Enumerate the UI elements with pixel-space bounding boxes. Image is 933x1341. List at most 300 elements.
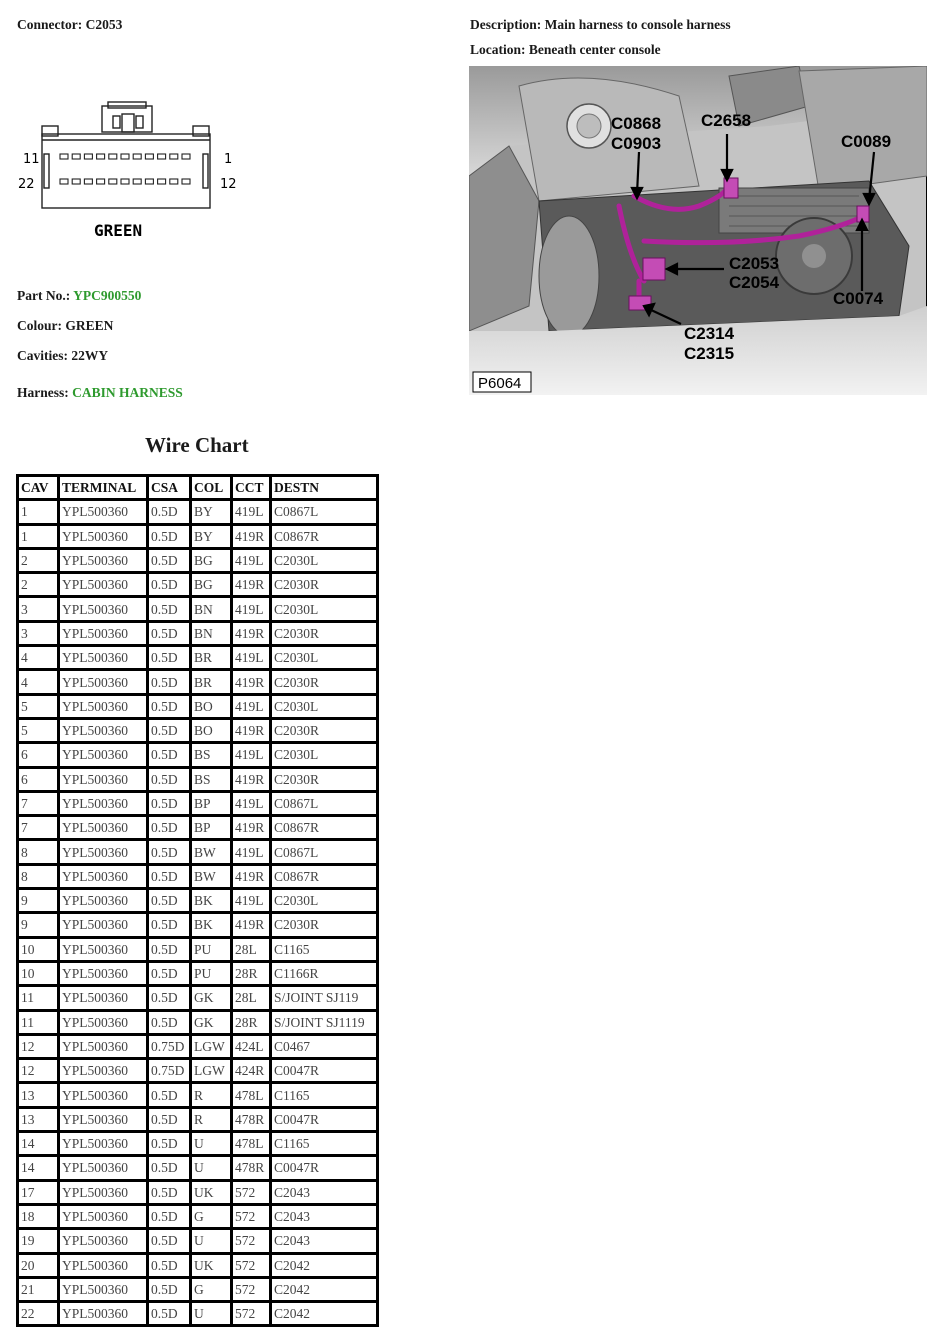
cavity — [72, 179, 80, 184]
cell-terminal: YPL500360 — [60, 963, 146, 984]
cell-destn: C0047R — [272, 1060, 376, 1081]
table-row — [19, 526, 376, 547]
cell-csa: 0.5D — [149, 890, 189, 911]
cell-csa: 0.5D — [149, 1230, 189, 1251]
cell-destn: C2042 — [272, 1279, 376, 1300]
cavity-row-top — [60, 154, 190, 159]
table-row — [19, 1157, 376, 1178]
cell-cav: 18 — [19, 1206, 57, 1227]
table-row — [19, 793, 376, 814]
cell-col: UK — [192, 1182, 230, 1203]
cell-csa: 0.5D — [149, 841, 189, 862]
cell-cct: 419L — [233, 696, 269, 717]
cell-cav: 5 — [19, 720, 57, 741]
cell-csa: 0.5D — [149, 1206, 189, 1227]
col-header-cav: CAV — [19, 477, 57, 498]
cell-destn: C0047R — [272, 1109, 376, 1130]
cell-col: BG — [192, 574, 230, 595]
cell-csa: 0.5D — [149, 1109, 189, 1130]
pin-label-11: 11 — [23, 152, 40, 167]
cavity — [121, 179, 129, 184]
wire-chart-table — [16, 474, 379, 1327]
table-row — [19, 720, 376, 741]
part-no-label: Part No.: — [17, 288, 71, 303]
cell-terminal: YPL500360 — [60, 1230, 146, 1251]
cell-csa: 0.75D — [149, 1060, 189, 1081]
cell-terminal: YPL500360 — [60, 1060, 146, 1081]
table-row — [19, 1303, 376, 1324]
cell-terminal: YPL500360 — [60, 1279, 146, 1300]
cell-destn: C0867R — [272, 817, 376, 838]
cell-cct: 419R — [233, 769, 269, 790]
cell-cav: 12 — [19, 1036, 57, 1057]
col-header-destn: DESTN — [272, 477, 376, 498]
cavity — [60, 154, 68, 159]
callout-c2054: C2054 — [729, 273, 780, 292]
table-row — [19, 769, 376, 790]
cell-csa: 0.5D — [149, 817, 189, 838]
cell-cav: 20 — [19, 1255, 57, 1276]
cell-cav: 21 — [19, 1279, 57, 1300]
col-header-col: COL — [192, 477, 230, 498]
cell-terminal: YPL500360 — [60, 501, 146, 522]
cell-cav: 1 — [19, 526, 57, 547]
cell-cct: 419L — [233, 501, 269, 522]
cell-csa: 0.5D — [149, 1133, 189, 1154]
cell-cav: 6 — [19, 744, 57, 765]
cell-terminal: YPL500360 — [60, 744, 146, 765]
cell-csa: 0.5D — [149, 963, 189, 984]
cell-col: PU — [192, 939, 230, 960]
colour-line — [17, 318, 113, 334]
cell-cct: 419L — [233, 793, 269, 814]
cavity — [145, 179, 153, 184]
cell-cct: 572 — [233, 1255, 269, 1276]
cell-col: LGW — [192, 1036, 230, 1057]
connector-label: Connector: — [17, 17, 83, 32]
cell-destn: C2042 — [272, 1255, 376, 1276]
cell-terminal: YPL500360 — [60, 623, 146, 644]
cell-cav: 1 — [19, 501, 57, 522]
table-row — [19, 939, 376, 960]
cell-cct: 419R — [233, 623, 269, 644]
cavity — [133, 179, 141, 184]
cavity — [97, 179, 105, 184]
cell-cav: 2 — [19, 550, 57, 571]
cell-col: LGW — [192, 1060, 230, 1081]
cell-terminal: YPL500360 — [60, 720, 146, 741]
cell-terminal: YPL500360 — [60, 1206, 146, 1227]
cell-cct: 419R — [233, 817, 269, 838]
cell-col: R — [192, 1084, 230, 1105]
cell-terminal: YPL500360 — [60, 890, 146, 911]
cell-cav: 19 — [19, 1230, 57, 1251]
location-label: Location: — [470, 42, 526, 57]
cell-cct: 419L — [233, 647, 269, 668]
cell-destn: C0867L — [272, 841, 376, 862]
cell-cav: 2 — [19, 574, 57, 595]
cell-destn: C2030R — [272, 769, 376, 790]
cell-col: BP — [192, 793, 230, 814]
cell-cav: 7 — [19, 793, 57, 814]
cell-cct: 419L — [233, 890, 269, 911]
table-row — [19, 1084, 376, 1105]
cell-cct: 419R — [233, 526, 269, 547]
cell-col: R — [192, 1109, 230, 1130]
cell-col: BN — [192, 623, 230, 644]
harness-label: Harness: — [17, 385, 69, 400]
cell-cav: 5 — [19, 696, 57, 717]
cell-destn: C2030L — [272, 744, 376, 765]
table-row — [19, 671, 376, 692]
cell-cav: 12 — [19, 1060, 57, 1081]
cell-cct: 572 — [233, 1182, 269, 1203]
cell-cav: 17 — [19, 1182, 57, 1203]
cell-destn: C2030L — [272, 696, 376, 717]
cell-destn: C2043 — [272, 1230, 376, 1251]
cell-cct: 28R — [233, 1012, 269, 1033]
cell-destn: C1165 — [272, 939, 376, 960]
cell-cav: 3 — [19, 623, 57, 644]
cell-col: BP — [192, 817, 230, 838]
cell-cav: 11 — [19, 1012, 57, 1033]
cell-cct: 424L — [233, 1036, 269, 1057]
cavity — [109, 179, 117, 184]
wire-chart-body — [19, 501, 376, 1324]
cell-terminal: YPL500360 — [60, 671, 146, 692]
cell-destn: C0467 — [272, 1036, 376, 1057]
cell-col: U — [192, 1230, 230, 1251]
cell-cct: 478L — [233, 1084, 269, 1105]
table-row — [19, 1060, 376, 1081]
callout-c2314: C2314 — [684, 324, 735, 343]
cell-csa: 0.5D — [149, 1279, 189, 1300]
table-row — [19, 1206, 376, 1227]
part-no-value[interactable]: YPC900550 — [73, 288, 142, 303]
cell-col: BO — [192, 720, 230, 741]
pin-label-12: 12 — [220, 177, 237, 192]
cell-csa: 0.5D — [149, 939, 189, 960]
cell-destn: C0867R — [272, 526, 376, 547]
cell-destn: S/JOINT SJ119 — [272, 987, 376, 1008]
cell-destn: C1166R — [272, 963, 376, 984]
table-row — [19, 1182, 376, 1203]
cell-cct: 419L — [233, 598, 269, 619]
cell-destn: C0867R — [272, 866, 376, 887]
cell-terminal: YPL500360 — [60, 769, 146, 790]
cell-cct: 28R — [233, 963, 269, 984]
cell-col: BY — [192, 526, 230, 547]
cell-cav: 11 — [19, 987, 57, 1008]
callout-c0868: C0868 — [611, 114, 662, 133]
location-value: Beneath center console — [528, 42, 661, 57]
cell-cav: 9 — [19, 914, 57, 935]
cell-cct: 572 — [233, 1230, 269, 1251]
cell-terminal: YPL500360 — [60, 1012, 146, 1033]
cell-csa: 0.5D — [149, 598, 189, 619]
cavity — [121, 154, 129, 159]
cell-destn: C2030L — [272, 890, 376, 911]
cell-terminal: YPL500360 — [60, 647, 146, 668]
cell-destn: C2030L — [272, 550, 376, 571]
cell-terminal: YPL500360 — [60, 1157, 146, 1178]
cell-csa: 0.5D — [149, 526, 189, 547]
cell-terminal: YPL500360 — [60, 1109, 146, 1130]
cell-destn: C2030L — [272, 647, 376, 668]
cell-terminal: YPL500360 — [60, 1182, 146, 1203]
callout-c2658: C2658 — [701, 111, 752, 130]
cell-col: BK — [192, 914, 230, 935]
cell-csa: 0.5D — [149, 769, 189, 790]
cell-terminal: YPL500360 — [60, 866, 146, 887]
cavities-line — [17, 348, 108, 364]
table-row — [19, 550, 376, 571]
cell-destn: C2042 — [272, 1303, 376, 1324]
cell-cav: 8 — [19, 866, 57, 887]
callout-c0903: C0903 — [611, 134, 662, 153]
cell-col: BG — [192, 550, 230, 571]
cell-destn: C2043 — [272, 1206, 376, 1227]
callout-c0074: C0074 — [833, 289, 884, 308]
cell-destn: C2030R — [272, 914, 376, 935]
connector-body — [42, 134, 210, 208]
location-heading — [470, 42, 661, 58]
cell-col: BW — [192, 841, 230, 862]
gear-selector-base — [539, 216, 599, 336]
cell-destn: C2030R — [272, 574, 376, 595]
cell-cav: 10 — [19, 939, 57, 960]
cell-terminal: YPL500360 — [60, 696, 146, 717]
col-header-cct: CCT — [233, 477, 269, 498]
cell-csa: 0.5D — [149, 1157, 189, 1178]
cell-terminal: YPL500360 — [60, 939, 146, 960]
cell-csa: 0.5D — [149, 866, 189, 887]
table-row — [19, 501, 376, 522]
location-photo — [469, 66, 927, 395]
table-row — [19, 987, 376, 1008]
part-no-line — [17, 288, 141, 304]
colour-value: GREEN — [65, 318, 114, 333]
cell-terminal: YPL500360 — [60, 574, 146, 595]
callout-c0089: C0089 — [841, 132, 892, 151]
cell-col: GK — [192, 1012, 230, 1033]
cavity — [145, 154, 153, 159]
cavities-value: 22WY — [71, 348, 109, 363]
cell-cav: 7 — [19, 817, 57, 838]
cavity — [72, 154, 80, 159]
cell-cav: 14 — [19, 1133, 57, 1154]
cell-csa: 0.5D — [149, 987, 189, 1008]
cavity — [109, 154, 117, 159]
description-label: Description: — [470, 17, 542, 32]
description-value: Main harness to console harness — [544, 17, 731, 32]
photo-reference: P6064 — [478, 375, 522, 392]
cell-cct: 424R — [233, 1060, 269, 1081]
wire-chart-header-row — [19, 477, 376, 498]
cavity — [84, 154, 92, 159]
cell-cct: 419R — [233, 671, 269, 692]
cavity — [170, 154, 178, 159]
connector-value: C2053 — [85, 17, 123, 32]
connector-latch — [102, 106, 152, 132]
cell-csa: 0.75D — [149, 1036, 189, 1057]
cell-cct: 28L — [233, 939, 269, 960]
cell-terminal: YPL500360 — [60, 914, 146, 935]
cell-cct: 419R — [233, 574, 269, 595]
cell-terminal: YPL500360 — [60, 598, 146, 619]
cell-terminal: YPL500360 — [60, 1133, 146, 1154]
cell-cav: 3 — [19, 598, 57, 619]
cell-csa: 0.5D — [149, 647, 189, 668]
cell-destn: C1165 — [272, 1133, 376, 1154]
table-row — [19, 841, 376, 862]
table-row — [19, 744, 376, 765]
cavity-row-bottom — [60, 179, 190, 184]
cell-terminal: YPL500360 — [60, 793, 146, 814]
description-heading — [470, 17, 731, 33]
table-row — [19, 623, 376, 644]
cavity — [60, 179, 68, 184]
cell-cav: 9 — [19, 890, 57, 911]
cell-cav: 13 — [19, 1109, 57, 1130]
cell-col: BY — [192, 501, 230, 522]
cell-csa: 0.5D — [149, 574, 189, 595]
cell-cav: 4 — [19, 671, 57, 692]
pin-label-22: 22 — [18, 177, 35, 192]
cell-destn: C2030R — [272, 671, 376, 692]
cell-cav: 8 — [19, 841, 57, 862]
connector-heading — [17, 17, 122, 33]
cell-cav: 14 — [19, 1157, 57, 1178]
cell-col: BK — [192, 890, 230, 911]
wire-chart-title: Wire Chart — [145, 433, 249, 457]
cell-csa: 0.5D — [149, 501, 189, 522]
table-row — [19, 890, 376, 911]
cell-destn: C2030L — [272, 598, 376, 619]
cell-cct: 572 — [233, 1303, 269, 1324]
cell-col: U — [192, 1157, 230, 1178]
table-row — [19, 1133, 376, 1154]
cell-csa: 0.5D — [149, 720, 189, 741]
cell-cct: 572 — [233, 1206, 269, 1227]
cavity — [182, 154, 190, 159]
cell-csa: 0.5D — [149, 1012, 189, 1033]
cell-col: PU — [192, 963, 230, 984]
harness-line — [17, 385, 183, 401]
cell-csa: 0.5D — [149, 1182, 189, 1203]
cell-csa: 0.5D — [149, 1303, 189, 1324]
cell-cav: 13 — [19, 1084, 57, 1105]
cell-destn: C2030R — [272, 720, 376, 741]
cell-terminal: YPL500360 — [60, 841, 146, 862]
cell-cct: 419L — [233, 550, 269, 571]
cell-destn: C1165 — [272, 1084, 376, 1105]
cell-terminal: YPL500360 — [60, 1303, 146, 1324]
table-row — [19, 866, 376, 887]
cell-cav: 10 — [19, 963, 57, 984]
cell-col: U — [192, 1303, 230, 1324]
colour-label: Colour: — [17, 318, 62, 333]
cell-col: G — [192, 1206, 230, 1227]
cell-terminal: YPL500360 — [60, 1036, 146, 1057]
table-row — [19, 1279, 376, 1300]
cell-csa: 0.5D — [149, 744, 189, 765]
table-row — [19, 963, 376, 984]
cell-cav: 4 — [19, 647, 57, 668]
cell-col: BW — [192, 866, 230, 887]
cell-destn: C2043 — [272, 1182, 376, 1203]
harness-value[interactable]: CABIN HARNESS — [72, 385, 183, 400]
callout-c2315: C2315 — [684, 344, 735, 363]
col-header-terminal: TERMINAL — [60, 477, 146, 498]
cavity — [158, 179, 166, 184]
table-row — [19, 914, 376, 935]
cell-csa: 0.5D — [149, 1255, 189, 1276]
cell-col: BO — [192, 696, 230, 717]
cavity — [158, 154, 166, 159]
cell-col: U — [192, 1133, 230, 1154]
connector-face-diagram — [16, 100, 241, 245]
pin-label-1: 1 — [224, 152, 233, 167]
table-row — [19, 647, 376, 668]
cell-csa: 0.5D — [149, 1084, 189, 1105]
cell-col: BR — [192, 671, 230, 692]
cell-destn: C0867L — [272, 501, 376, 522]
cavity — [182, 179, 190, 184]
table-row — [19, 1036, 376, 1057]
cell-terminal: YPL500360 — [60, 550, 146, 571]
cell-col: BR — [192, 647, 230, 668]
callout-c2053: C2053 — [729, 254, 780, 273]
cell-csa: 0.5D — [149, 623, 189, 644]
cell-col: UK — [192, 1255, 230, 1276]
cell-cct: 478R — [233, 1157, 269, 1178]
table-row — [19, 598, 376, 619]
cell-cct: 419L — [233, 744, 269, 765]
table-row — [19, 1230, 376, 1251]
cell-cct: 478R — [233, 1109, 269, 1130]
table-row — [19, 1109, 376, 1130]
table-row — [19, 1255, 376, 1276]
col-header-csa: CSA — [149, 477, 189, 498]
connector-c2053-body — [643, 258, 665, 280]
cell-col: BS — [192, 744, 230, 765]
cell-cct: 419R — [233, 720, 269, 741]
cell-col: GK — [192, 987, 230, 1008]
cell-terminal: YPL500360 — [60, 987, 146, 1008]
cell-cav: 22 — [19, 1303, 57, 1324]
cavities-label: Cavities: — [17, 348, 68, 363]
table-row — [19, 1012, 376, 1033]
cell-col: BN — [192, 598, 230, 619]
cell-destn: C0047R — [272, 1157, 376, 1178]
cavity — [84, 179, 92, 184]
cell-cct: 419L — [233, 841, 269, 862]
cell-csa: 0.5D — [149, 696, 189, 717]
cell-cct: 478L — [233, 1133, 269, 1154]
cell-cct: 419R — [233, 914, 269, 935]
cavity — [97, 154, 105, 159]
cavity — [133, 154, 141, 159]
cell-col: BS — [192, 769, 230, 790]
cell-terminal: YPL500360 — [60, 526, 146, 547]
cell-csa: 0.5D — [149, 914, 189, 935]
cell-cct: 28L — [233, 987, 269, 1008]
cell-destn: C2030R — [272, 623, 376, 644]
cell-csa: 0.5D — [149, 671, 189, 692]
table-row — [19, 696, 376, 717]
table-row — [19, 574, 376, 595]
